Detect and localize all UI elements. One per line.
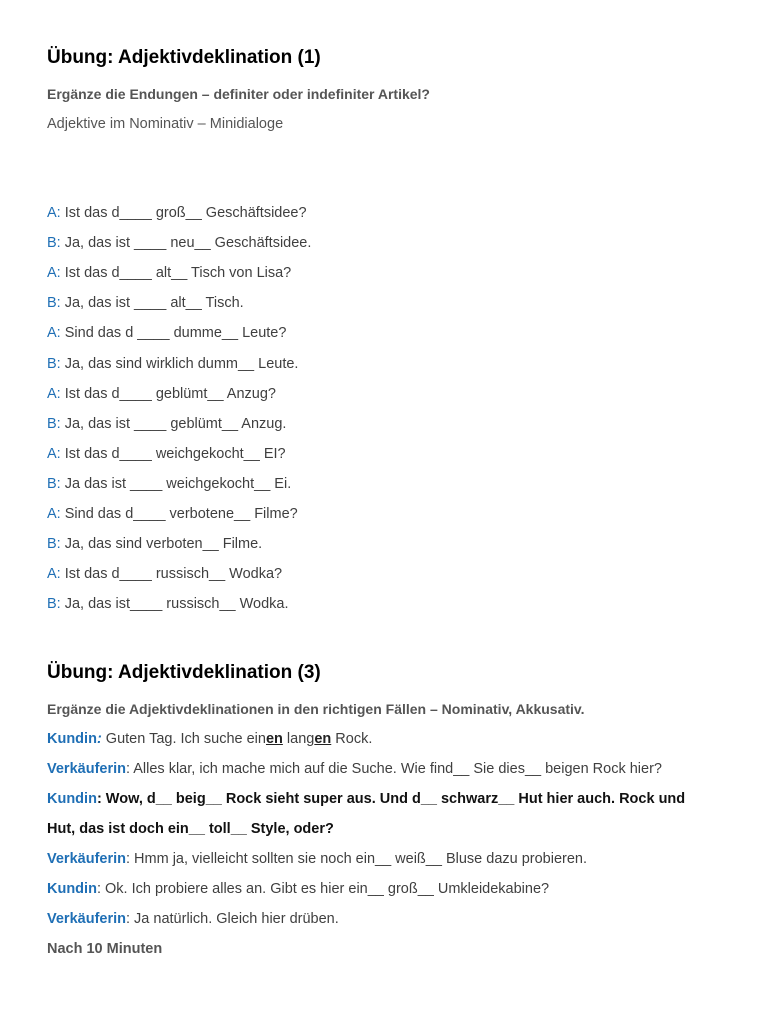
line-text: Ja, das ist ____ neu__ Geschäftsidee.	[60, 235, 312, 252]
section1-title: Übung: Adjektivdeklination (1)	[47, 47, 321, 68]
speaker-label: A:	[47, 265, 61, 282]
dialog-line-kundin-3	[47, 882, 549, 897]
speaker-label: B:	[47, 536, 61, 553]
section1-instruction: Ergänze die Endungen – definiter oder indefiniter Artikel?	[47, 86, 430, 102]
dialog-line	[47, 567, 282, 582]
dialog-line	[47, 477, 291, 492]
dialog-line	[47, 326, 286, 341]
dialog-line-kundin-2-cont: Hut, das ist doch ein__ toll__ Style, oder?	[47, 821, 334, 837]
speaker-label: B:	[47, 475, 61, 492]
underlined-ending: en	[314, 731, 332, 747]
line-text: : Hmm ja, vielleicht sollten sie noch ein__ weiß__ Bluse dazu probieren.	[126, 851, 588, 867]
speaker-label: B:	[47, 596, 61, 613]
line-text: Ja, das ist____ russisch__ Wodka.	[60, 596, 289, 613]
speaker-label: B:	[47, 295, 61, 312]
dialog-line	[47, 417, 286, 432]
dialog-line-verkaeuferin-1	[47, 762, 662, 777]
speaker-label: Kundin	[47, 791, 97, 807]
line-text: : Alles klar, ich mache mich auf die Suche. Wie find__ Sie dies__ beigen Rock hier?	[126, 761, 662, 777]
line-text: Ja das ist ____ weichgekocht__ Ei.	[60, 475, 292, 492]
dialog-line	[47, 447, 286, 462]
line-text: Rock.	[331, 731, 373, 747]
line-text: Ja, das sind wirklich dumm__ Leute.	[60, 355, 299, 372]
speaker-label: A:	[47, 385, 61, 402]
line-text: Ja, das sind verboten__ Filme.	[60, 536, 263, 553]
line-text: lang	[282, 731, 315, 747]
line-text: Ist das d____ russisch__ Wodka?	[60, 566, 283, 583]
line-text: Guten Tag. Ich suche ein	[101, 731, 266, 747]
speaker-label: A:	[47, 205, 61, 221]
note-text: Nach 10 Minuten	[47, 941, 163, 957]
speaker-label: A:	[47, 566, 61, 583]
speaker-label: Kundin	[47, 731, 97, 747]
line-text: : Wow, d__ beig__ Rock sieht super aus. Und d__ schwarz__ Hut hier auch. Rock und	[96, 791, 686, 807]
dialog-line-verkaeuferin-3	[47, 912, 339, 927]
speaker-label: A:	[47, 506, 61, 522]
line-text: : Ja natürlich. Gleich hier drüben.	[126, 911, 339, 927]
section1-subtitle: Adjektive im Nominativ – Minidialoge	[47, 116, 284, 132]
speaker-label: Verkäuferin	[47, 851, 126, 867]
dialog-line	[47, 236, 311, 251]
speaker-label: B:	[47, 235, 61, 252]
line-text: Ist das d____ weichgekocht__ EI?	[60, 445, 286, 462]
line-text: Ja, das ist ____ alt__ Tisch.	[60, 295, 244, 312]
dialog-line-kundin-2	[47, 792, 685, 807]
dialog-line	[47, 537, 262, 552]
speaker-label: A:	[47, 325, 61, 342]
dialog-line	[47, 266, 291, 281]
speaker-label: B:	[47, 355, 61, 372]
dialog-line	[47, 357, 298, 372]
line-text: Sind das d ____ dumme__ Leute?	[60, 325, 287, 342]
dialog-line	[47, 206, 307, 221]
dialog-line	[47, 296, 244, 311]
line-text: Ist das d____ geblümt__ Anzug?	[60, 385, 276, 402]
dialog-line-verkaeuferin-2	[47, 852, 587, 867]
speaker-label: A:	[47, 445, 61, 462]
line-text: Ja, das ist ____ geblümt__ Anzug.	[60, 415, 287, 432]
dialog-line	[47, 507, 298, 522]
speaker-label: Verkäuferin	[47, 911, 126, 927]
line-text: Ist das d____ alt__ Tisch von Lisa?	[60, 265, 292, 282]
line-text: Ist das d____ groß__ Geschäftsidee?	[60, 205, 307, 221]
line-text: : Ok. Ich probiere alles an. Gibt es hier ein__ groß__ Umkleidekabine?	[96, 881, 550, 897]
speaker-label: Kundin	[47, 881, 97, 897]
speaker-label: B:	[47, 415, 61, 432]
speaker-colon: :	[96, 731, 102, 747]
dialog-line	[47, 387, 276, 402]
section3-title: Übung: Adjektivdeklination (3)	[47, 662, 321, 683]
underlined-ending: en	[265, 731, 283, 747]
dialog-line-kundin-1	[47, 732, 372, 747]
section3-instruction: Ergänze die Adjektivdeklinationen in den richtigen Fällen – Nominativ, Akkusativ.	[47, 701, 585, 717]
line-text: Sind das d____ verbotene__ Filme?	[60, 506, 298, 522]
dialog-line	[47, 597, 289, 612]
speaker-label: Verkäuferin	[47, 761, 126, 777]
